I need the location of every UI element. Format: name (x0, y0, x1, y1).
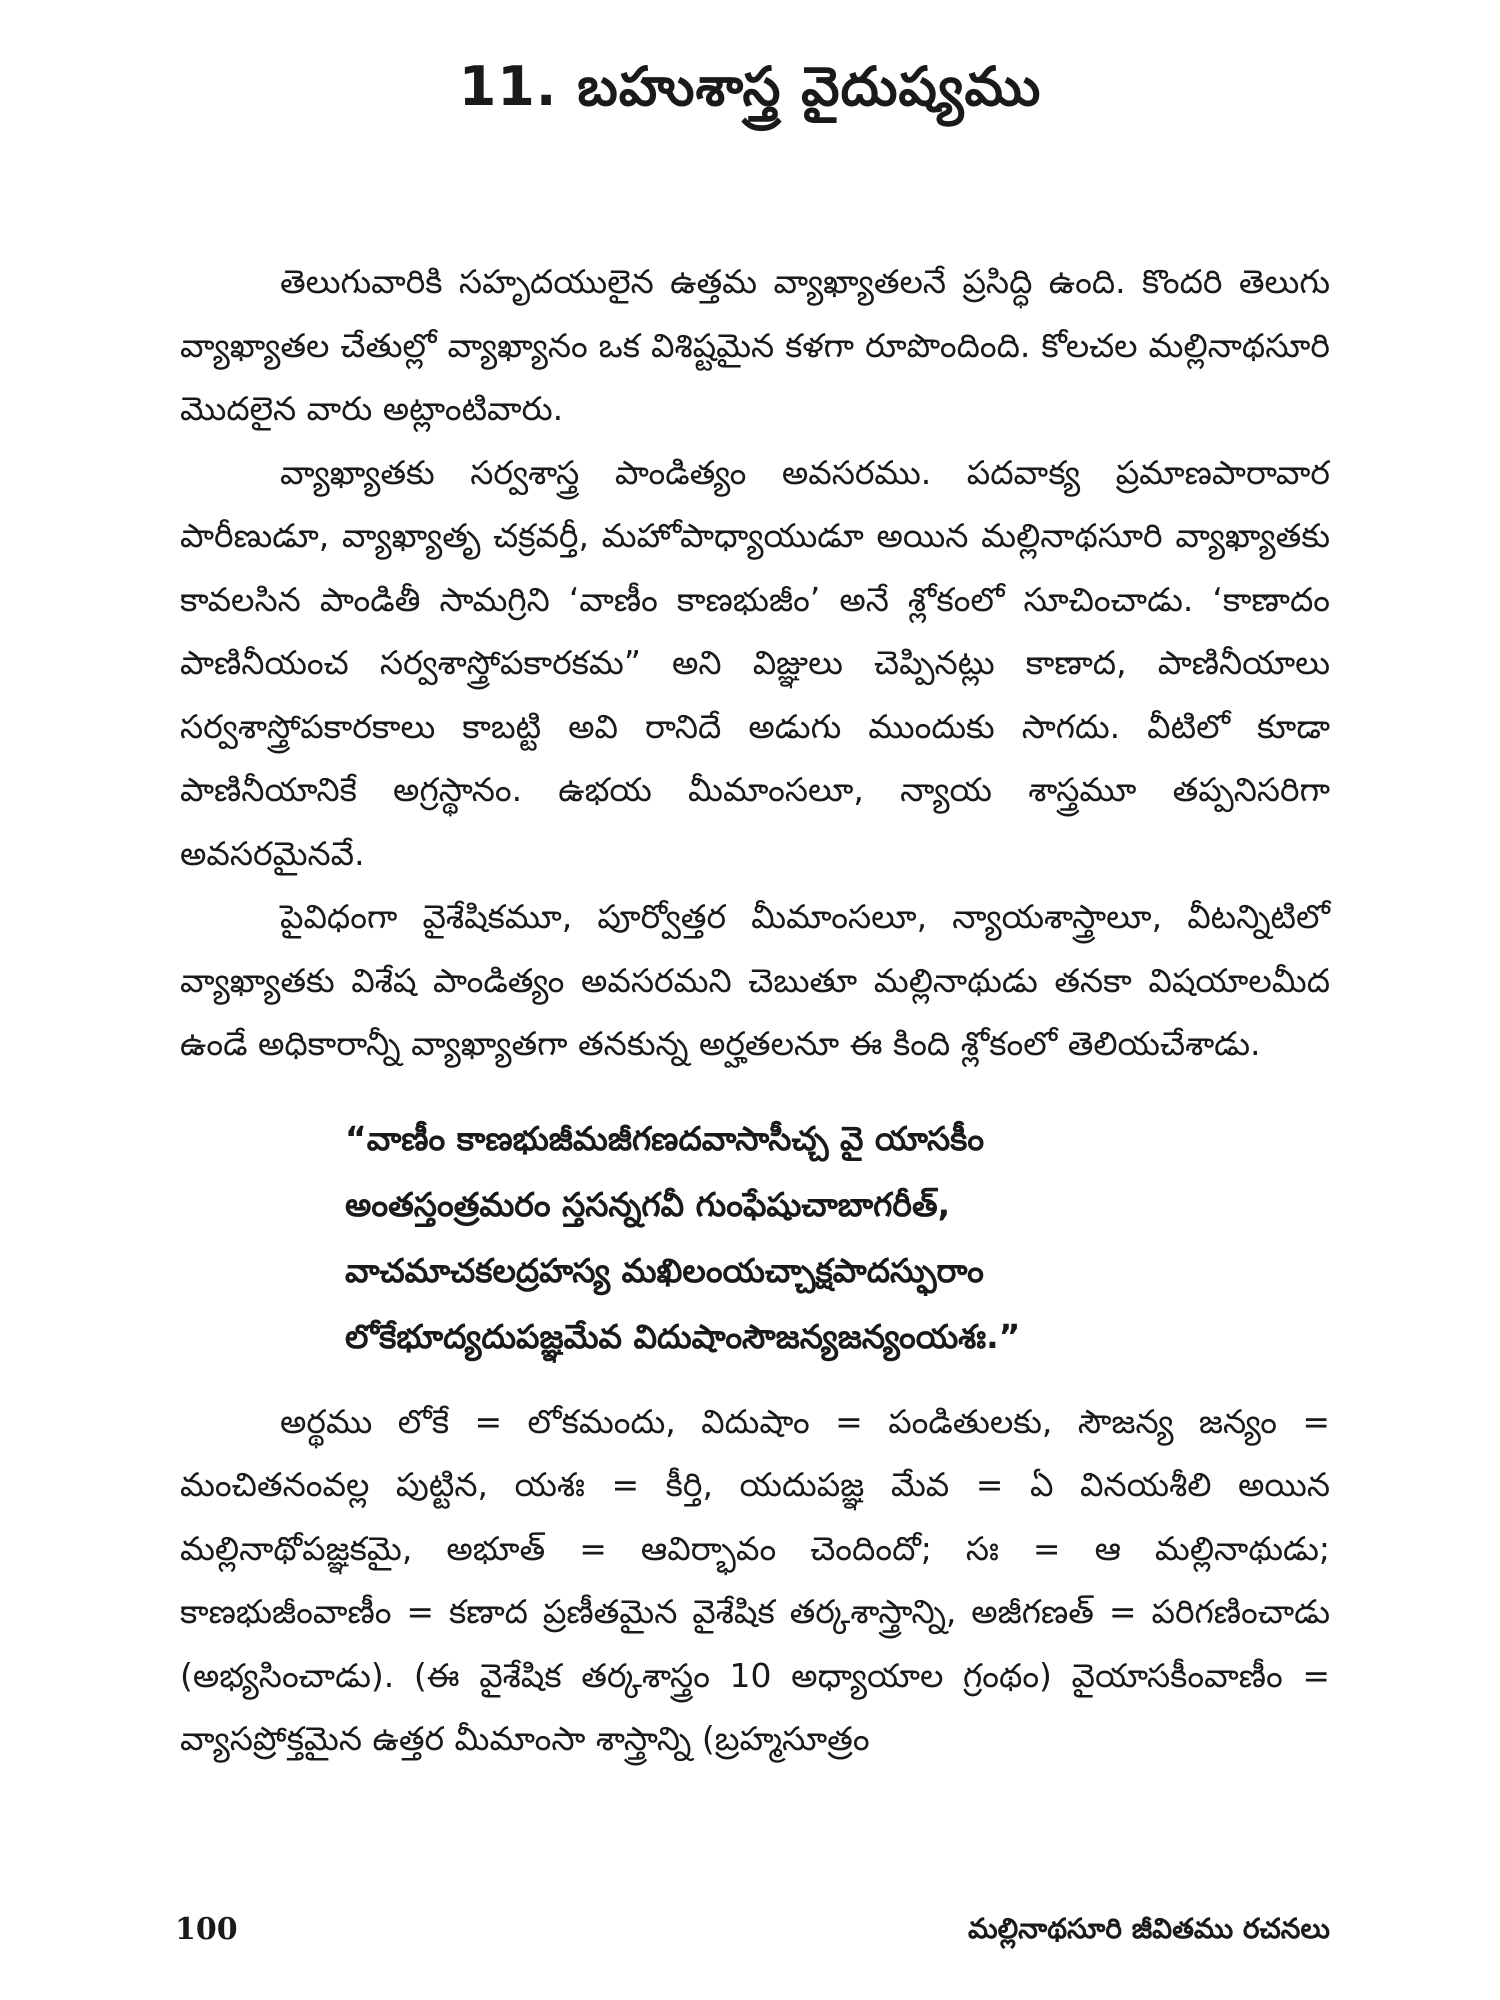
paragraph-qualifications: పైవిధంగా వైశేషికమూ, పూర్వోత్తర మీమాంసలూ, న్యాయశాస్త్రాలూ, వీటన్నిటిలో వ్యాఖ్యాతకు విశేష పాండిత్యం అవసరమని చెబుతూ మల్లినాథుడు తనకా విషయాలమీద ఉండే అధికారాన్నీ వ్యాఖ్యాతగా తనకున్న అర్హతలనూ ఈ కింది శ్లోకంలో తెలియచేశాడు. (180, 897, 1330, 1063)
chapter-title: 11. బహుశాస్త్ర వైదుష్యము (458, 55, 1042, 118)
paragraph-intro: తెలుగువారికి సహృదయులైన ఉత్తమ వ్యాఖ్యాతలనే ప్రసిద్ధి ఉంది. కొందరి తెలుగు వ్యాఖ్యాతల చేతుల్లో వ్యాఖ్యానం ఒక విశిష్టమైన కళగా రూపొందింది. కోలచల మల్లినాథసూరి మొదలైన వారు అట్లాంటివారు. (180, 262, 1330, 428)
sanskrit-verse (345, 1106, 1330, 1370)
verse-line: వాచమాచకలద్రహస్య మఖిలంయచ్చాక్షపాదస్ఫురాం (345, 1250, 984, 1290)
verse-line: “వాణీం కాణభుజీమజీగణదవాసాసీచ్చ వై యాసకీం (345, 1118, 985, 1158)
verse-line: అంతస్తంత్రమరం స్తసన్నగవీ గుంఫేషుచాబాగరీత్, (345, 1184, 951, 1224)
verse-line: లోకేభూద్యదుపజ్ఞమేవ విదుషాంసౌజన్యజన్యంయశః.” (345, 1316, 1021, 1356)
body-text (180, 250, 1330, 1771)
paragraph-meaning: అర్థము లోకే = లోకమందు, విదుషాం = పండితులకు, సౌజన్య జన్యం = మంచితనంవల్ల పుట్టిన, యశః = కీర్తి, యదుపజ్ఞ మేవ = ఏ వినయశీలి అయిన మల్లినాథోపజ్ఞకమై, అభూత్ = ఆవిర్భావం చెందిందో; సః = ఆ మల్లినాథుడు; కాణభుజీంవాణీం = కణాద ప్రణీతమైన వైశేషిక తర్కశాస్త్రాన్ని, అజీగణత్ = పరిగణించాడు (అభ్యసించాడు). (ఈ వైశేషిక తర్కశాస్త్రం 10 అధ్యాయాల గ్రంథం) వైయాసకీంవాణీం = వ్యాసప్రోక్తమైన ఉత్తర మీమాంసా శాస్త్రాన్ని (బ్రహ్మసూత్రం (180, 1401, 1330, 1758)
running-footer-book-title: మల్లినాథసూరి జీవితము రచనలు (967, 1912, 1330, 1945)
page-number: 100 (175, 1912, 238, 1947)
paragraph-scholarship: వ్యాఖ్యాతకు సర్వశాస్త్ర పాండిత్యం అవసరము. పదవాక్య ప్రమాణపారావార పారీణుడూ, వ్యాఖ్యాతృ చక్రవర్తీ, మహోపాధ్యాయుడూ అయిన మల్లినాథసూరి వ్యాఖ్యాతకు కావలసిన పాండితీ సామగ్రిని ‘వాణీం కాణభుజీం’ అనే శ్లోకంలో సూచించాడు. ‘కాణాదం పాణినీయంచ సర్వశాస్త్రోపకారకమ” అని విజ్ఞులు చెప్పినట్లు కాణాద, పాణినీయాలు సర్వశాస్త్రోపకారకాలు కాబట్టి అవి రానిదే అడుగు ముందుకు సాగదు. వీటిలో కూడా పాణినీయానికే అగ్రస్థానం. ఉభయ మీమాంసలూ, న్యాయ శాస్త్రమూ తప్పనిసరిగా అవసరమైనవే. (180, 452, 1330, 873)
